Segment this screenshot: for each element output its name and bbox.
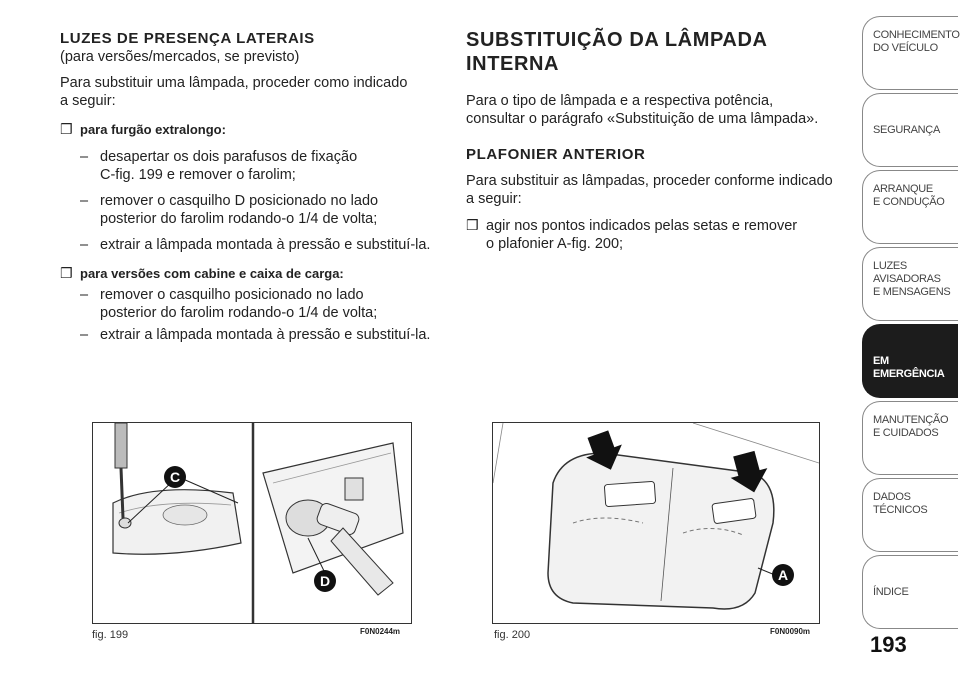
- line: agir nos pontos indicados pelas setas e remover: [486, 218, 798, 234]
- line: posterior do farolim rodando-o 1/4 de volta;: [100, 211, 378, 227]
- section-subheading: (para versões/mercados, se previsto): [60, 49, 300, 65]
- title-line: SUBSTITUIÇÃO DA LÂMPADA: [466, 29, 768, 51]
- sidebar-tab-label: E CONDUÇÃO: [873, 196, 945, 208]
- sidebar-tab-label: E CUIDADOS: [873, 427, 939, 439]
- sidebar-tab-label: ÍNDICE: [873, 586, 909, 598]
- sidebar-tab-label: SEGURANÇA: [873, 124, 940, 136]
- list-item-text: [100, 148, 460, 184]
- section2-label-text: para versões com cabine e caixa de carga:: [80, 266, 344, 281]
- sidebar-tab[interactable]: [862, 478, 958, 552]
- dash-icon: –: [80, 193, 89, 209]
- paragraph-line: Para o tipo de lâmpada e a respectiva potência,: [466, 93, 774, 109]
- label-d: D: [319, 573, 331, 589]
- dash-icon: –: [80, 327, 89, 343]
- fig199-caption: fig. 199: [92, 629, 129, 641]
- sidebar-tab-label: E MENSAGENS: [873, 286, 951, 298]
- sidebar-tab-label: DADOS: [873, 491, 911, 503]
- sidebar-tab[interactable]: [862, 324, 958, 398]
- sidebar-tab-label: EM EMERGÊNCIA: [873, 355, 945, 380]
- fig200-caption: fig. 200: [494, 629, 531, 641]
- sidebar-tab-label: CONHECIMENTO: [873, 29, 960, 41]
- section1-label: [60, 121, 226, 138]
- sidebar-tab-label: LUZES: [873, 260, 907, 272]
- section2-label: [60, 265, 344, 282]
- section-heading-side-lights: LUZES DE PRESENÇA LATERAIS: [60, 30, 315, 47]
- line: C-fig. 199 e remover o farolim;: [100, 167, 296, 183]
- list-item-text: [100, 286, 460, 322]
- sidebar-tab[interactable]: [862, 555, 958, 629]
- paragraph-line: consultar o parágrafo «Substituição de uma lâmpada».: [466, 111, 819, 127]
- fig200-code: F0N0090m: [770, 627, 811, 636]
- sidebar-tab[interactable]: [862, 401, 958, 475]
- checkbox-bullet-icon: ❒: [466, 217, 479, 233]
- sidebar-tab-label: ARRANQUE: [873, 183, 933, 195]
- line: o plafonier A-fig. 200;: [486, 236, 624, 252]
- list-item-text: extrair a lâmpada montada à pressão e substituí-la.: [100, 237, 431, 253]
- section1-label-text: para furgão extralongo:: [80, 122, 226, 137]
- sidebar-tab-label: MANUTENÇÃO: [873, 414, 949, 426]
- fig200-illustration: [493, 423, 819, 623]
- list-item-text: [100, 192, 460, 228]
- sidebar-tab[interactable]: [862, 247, 958, 321]
- line: desapertar os dois parafusos de fixação: [100, 149, 358, 165]
- figure-199: [92, 422, 412, 624]
- sidebar-tab-label: TÉCNICOS: [873, 504, 928, 516]
- sidebar-tab[interactable]: [862, 93, 958, 167]
- sidebar-tab-label: AVISADORAS: [873, 273, 941, 285]
- figure-200: [492, 422, 820, 624]
- paragraph-line: Para substituir as lâmpadas, proceder conforme indicado: [466, 173, 833, 189]
- dash-icon: –: [80, 287, 89, 303]
- sidebar-tab[interactable]: [862, 170, 958, 244]
- checkbox-bullet-icon: ❒: [60, 265, 73, 281]
- checkbox-bullet-icon: ❒: [60, 121, 73, 137]
- page-title: [466, 28, 768, 76]
- label-c: C: [169, 469, 181, 485]
- line: posterior do farolim rodando-o 1/4 de volta;: [100, 305, 378, 321]
- title-line: INTERNA: [466, 53, 560, 75]
- page-number: 193: [870, 632, 907, 657]
- dash-icon: –: [80, 149, 89, 165]
- sidebar-tab[interactable]: [862, 16, 958, 90]
- fig199-code: F0N0244m: [360, 627, 401, 636]
- sidebar-tab-label: DO VEÍCULO: [873, 42, 938, 54]
- paragraph-line: a seguir:: [466, 191, 522, 207]
- line: remover o casquilho D posicionado no lado: [100, 193, 379, 209]
- intro-line-1: Para substituir uma lâmpada, proceder como indicado: [60, 75, 408, 91]
- label-a: A: [777, 567, 789, 583]
- list-item: [466, 216, 797, 253]
- subheading-front-plafonier: PLAFONIER ANTERIOR: [466, 146, 646, 163]
- line: remover o casquilho posicionado no lado: [100, 287, 364, 303]
- fig199-illustration: [93, 423, 411, 623]
- intro-line-2: a seguir:: [60, 93, 116, 109]
- dash-icon: –: [80, 237, 89, 253]
- list-item-text: extrair a lâmpada montada à pressão e substituí-la.: [100, 327, 431, 343]
